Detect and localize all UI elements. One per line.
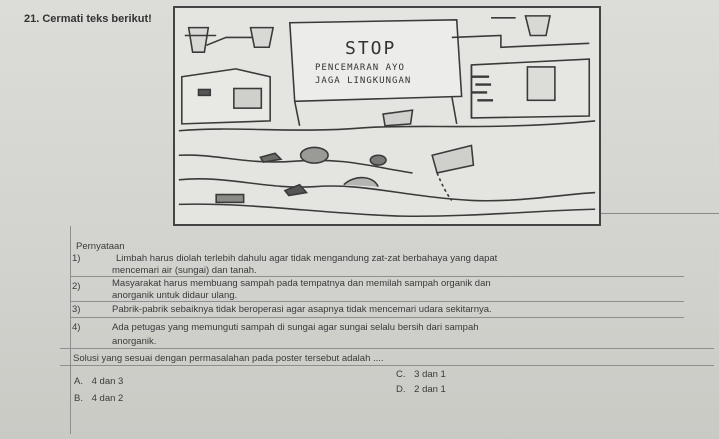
statement-1-number: 1) (72, 253, 81, 264)
option-d-text: 2 dan 1 (414, 384, 446, 395)
statement-2-line1: Masyarakat harus membuang sampah pada tempatnya dan memilah sampah organik dan (112, 278, 491, 289)
option-d[interactable] (396, 384, 446, 395)
statement-4-number: 4) (72, 322, 81, 333)
option-d-letter: D. (396, 384, 406, 395)
divider-line (601, 213, 719, 214)
option-b-text: 4 dan 2 (91, 393, 124, 404)
statement-3-number: 3) (72, 304, 81, 315)
option-a[interactable] (74, 376, 123, 387)
statement-4-line1: Ada petugas yang memunguti sampah di sungai agar sungai selalu bersih dari sampah (112, 322, 479, 333)
option-a-text: 4 dan 3 (91, 376, 124, 387)
row-divider (70, 276, 684, 277)
table-divider-vertical (70, 226, 71, 434)
poster-stop-text: STOP (345, 38, 397, 59)
option-c[interactable] (396, 369, 446, 380)
question-title: 21. Cermati teks berikut! (24, 13, 152, 25)
statement-3-line1: Pabrik-pabrik sebaiknya tidak beroperasi agar asapnya tidak mencemari udara sekitarnya. (112, 304, 492, 315)
statement-4-line2: anorganik. (112, 336, 157, 347)
statement-1-line1: Limbah harus diolah terlebih dahulu agar tidak mengandung zat-zat berbahaya yang dapat (116, 253, 498, 264)
option-b[interactable] (74, 393, 123, 404)
question-prompt: Solusi yang sesuai dengan permasalahan pada poster tersebut adalah .... (73, 353, 384, 364)
statement-2-line2: anorganik untuk didaur ulang. (112, 290, 238, 301)
option-c-letter: C. (396, 369, 406, 380)
statement-1-line2: mencemari air (sungai) dan tanah. (112, 265, 257, 276)
option-a-letter: A. (74, 376, 83, 387)
options-divider (60, 365, 714, 366)
statement-2-number: 2) (72, 281, 81, 292)
row-divider (70, 301, 684, 302)
table-bottom-border (60, 348, 714, 349)
pollution-poster (173, 6, 601, 226)
poster-slogan-line1: PENCEMARAN AYO (315, 63, 405, 73)
row-divider (70, 317, 684, 318)
option-c-text: 3 dan 1 (414, 369, 446, 380)
option-b-letter: B. (74, 393, 83, 404)
poster-slogan (315, 62, 411, 88)
poster-slogan-line2: JAGA LINGKUNGAN (315, 76, 412, 86)
statements-header: Pernyataan (76, 241, 125, 252)
